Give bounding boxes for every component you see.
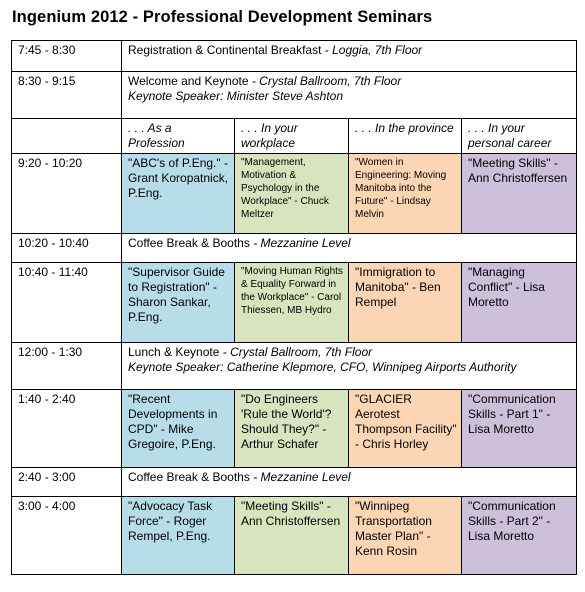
track-header-career: . . . In your personal career	[462, 119, 577, 154]
session-province: "GLACIER Aerotest Thompson Facility" - Chris Horley	[349, 390, 462, 468]
track-header-workplace: . . . In your workplace	[235, 119, 349, 154]
schedule-row-session-4	[12, 497, 577, 575]
session-workplace: "Management, Motivation & Psychology in the Workplace" - Chuck Meltzer	[235, 154, 349, 234]
schedule-table	[11, 40, 577, 575]
event-cell	[122, 468, 577, 497]
schedule-row-registration	[12, 41, 577, 72]
time-cell: 7:45 - 8:30	[12, 41, 122, 72]
track-header-row	[12, 119, 577, 154]
session-profession: "ABC's of P.Eng." - Grant Koropatnick, P.Eng.	[122, 154, 235, 234]
session-career: "Meeting Skills" - Ann Christoffersen	[462, 154, 577, 234]
event-cell	[122, 41, 577, 72]
session-career: "Managing Conflict" - Lisa Moretto	[462, 263, 577, 343]
event-location: - Mezzanine Level	[249, 236, 351, 250]
event-label: Coffee Break & Booths	[128, 236, 250, 250]
event-label: Registration & Continental Breakfast	[128, 43, 322, 57]
session-workplace: "Do Engineers 'Rule the World'? Should They?" - Arthur Schafer	[235, 390, 349, 468]
document-title: Ingenium 2012 - Professional Development Seminars	[12, 8, 433, 26]
session-career: "Communication Skills - Part 2" - Lisa Moretto	[462, 497, 577, 575]
schedule-row-lunch	[12, 343, 577, 390]
session-career: "Communication Skills - Part 1" - Lisa Moretto	[462, 390, 577, 468]
keynote-speaker: Keynote Speaker: Catherine Klepmore, CFO, Winnipeg Airports Authority	[128, 360, 517, 374]
time-cell: 1:40 - 2:40	[12, 390, 122, 468]
schedule-row-session-1	[12, 154, 577, 234]
session-province: "Winnipeg Transportation Master Plan" - Kenn Rosin	[349, 497, 462, 575]
event-location: - Crystal Ballroom, 7th Floor	[248, 74, 402, 88]
schedule-row-session-2	[12, 263, 577, 343]
session-workplace: "Meeting Skills" - Ann Christoffersen	[235, 497, 349, 575]
track-header-province: . . . In the province	[349, 119, 462, 154]
time-cell: 10:40 - 11:40	[12, 263, 122, 343]
time-cell: 12:00 - 1:30	[12, 343, 122, 390]
session-profession: "Supervisor Guide to Registration" - Sharon Sankar, P.Eng.	[122, 263, 235, 343]
time-cell: 3:00 - 4:00	[12, 497, 122, 575]
event-cell	[122, 234, 577, 263]
schedule-row-coffee-2	[12, 468, 577, 497]
track-header-empty	[12, 119, 122, 154]
session-workplace: "Moving Human Rights & Equality Forward in the Workplace" - Carol Thiessen, MB Hydro	[235, 263, 349, 343]
time-cell: 10:20 - 10:40	[12, 234, 122, 263]
session-province: "Women in Engineering: Moving Manitoba into the Future" - Lindsay Melvin	[349, 154, 462, 234]
session-profession: "Recent Developments in CPD" - Mike Gregoire, P.Eng.	[122, 390, 235, 468]
event-location: - Loggia, 7th Floor	[321, 43, 423, 57]
time-cell: 2:40 - 3:00	[12, 468, 122, 497]
event-label: Coffee Break & Booths	[128, 470, 250, 484]
session-profession: "Advocacy Task Force" - Roger Rempel, P.Eng.	[122, 497, 235, 575]
keynote-speaker: Keynote Speaker: Minister Steve Ashton	[128, 89, 344, 103]
schedule-row-session-3	[12, 390, 577, 468]
track-header-profession: . . . As a Profession	[122, 119, 235, 154]
time-cell: 8:30 - 9:15	[12, 72, 122, 119]
event-cell	[122, 72, 577, 119]
event-cell	[122, 343, 577, 390]
event-label: Welcome and Keynote	[128, 74, 249, 88]
time-cell: 9:20 - 10:20	[12, 154, 122, 234]
schedule-row-coffee-1	[12, 234, 577, 263]
schedule-row-welcome	[12, 72, 577, 119]
session-province: "Immigration to Manitoba" - Ben Rempel	[349, 263, 462, 343]
event-location: - Crystal Ballroom, 7th Floor	[219, 345, 373, 359]
event-location: - Mezzanine Level	[249, 470, 351, 484]
event-label: Lunch & Keynote	[128, 345, 220, 359]
